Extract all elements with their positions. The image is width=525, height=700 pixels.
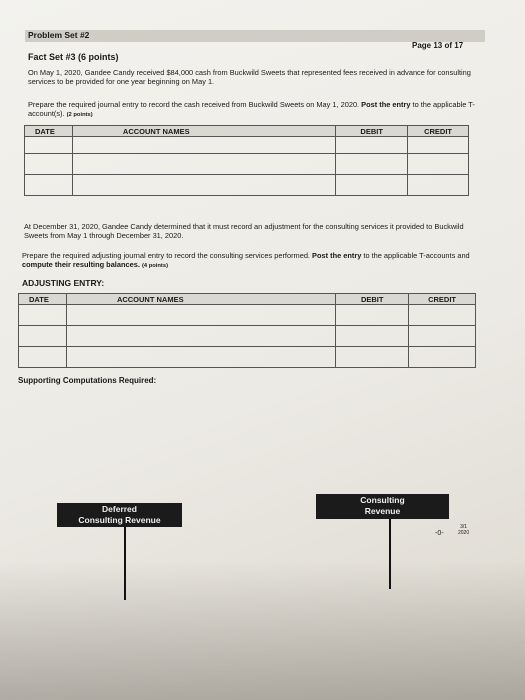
paragraph-intro: On May 1, 2020, Gandee Candy received $84,000 cash from Buckwild Sweets that represented fees received in advance for consulting services to be provided for one year beginning on May 1.: [28, 68, 471, 86]
table-row: [19, 326, 476, 347]
t-account-balance-date: [458, 524, 469, 536]
date-cell[interactable]: [25, 137, 73, 154]
t-account-title-line1: Consulting: [360, 495, 405, 505]
t-account-title-line1: Deferred: [102, 504, 137, 514]
credit-cell[interactable]: [408, 154, 469, 175]
table-row: [19, 347, 476, 368]
date-cell[interactable]: [19, 347, 67, 368]
credit-cell[interactable]: [409, 326, 476, 347]
table-row: [19, 305, 476, 326]
instruction-text: Prepare the required adjusting journal entry to record the consulting services performed.: [22, 251, 310, 260]
t-account-title-line2: Revenue: [364, 506, 401, 516]
paragraph-instructions-2: [22, 251, 472, 271]
paragraph-instructions-1: [28, 100, 478, 120]
supporting-computations-label: Supporting Computations Required:: [18, 376, 157, 385]
t-account-title-line2: Consulting Revenue: [78, 515, 161, 525]
account-cell[interactable]: [66, 305, 335, 326]
table-row: [25, 137, 469, 154]
points-label: (2 points): [66, 112, 93, 118]
instruction-mid: to the applicable T-accounts and: [363, 251, 470, 260]
col-account-names: ACCOUNT NAMES: [72, 126, 335, 137]
adjusting-entry-title: ADJUSTING ENTRY:: [22, 278, 105, 288]
t-account-deferred-consulting-revenue: [57, 503, 182, 527]
date-cell[interactable]: [19, 326, 67, 347]
instruction-bold: Post the entry: [361, 100, 411, 109]
col-debit: DEBIT: [336, 294, 409, 305]
debit-cell[interactable]: [336, 305, 409, 326]
col-debit: DEBIT: [336, 126, 408, 137]
date-cell[interactable]: [25, 154, 73, 175]
t-account-consulting-revenue: [316, 494, 449, 519]
col-credit: CREDIT: [408, 126, 469, 137]
problem-set-title: Problem Set #2: [28, 30, 90, 40]
date-cell[interactable]: [25, 175, 73, 196]
t-account-balance: -0-: [435, 530, 444, 537]
instruction-bold: compute their resulting balances.: [22, 260, 140, 269]
instruction-tail: to the applicable T-account(s).: [28, 100, 475, 118]
photo-shadow: [0, 560, 525, 700]
points-label: (4 points): [141, 263, 169, 269]
debit-cell[interactable]: [336, 137, 408, 154]
paragraph-adjustment: At December 31, 2020, Gandee Candy determined that it must record an adjustment for the consulting services it provided to Buckwild Sweets from May 1 through December 31, 2020.: [24, 222, 464, 240]
instruction-bold: Post the entry: [312, 251, 362, 260]
debit-cell[interactable]: [336, 175, 408, 196]
account-cell[interactable]: [72, 137, 335, 154]
t-account-stem: [389, 519, 391, 589]
journal-table-2: [18, 293, 476, 368]
fact-set-title: Fact Set #3 (6 points): [28, 52, 119, 62]
credit-cell[interactable]: [409, 347, 476, 368]
credit-cell[interactable]: [408, 175, 469, 196]
col-date: DATE: [25, 126, 73, 137]
account-cell[interactable]: [72, 154, 335, 175]
instruction-text: Prepare the required journal entry to record the cash received from Buckwild Sweets on May 1, 2020.: [28, 100, 360, 109]
table-row: [25, 154, 469, 175]
table-row: [25, 175, 469, 196]
col-credit: CREDIT: [409, 294, 476, 305]
credit-cell[interactable]: [409, 305, 476, 326]
col-account-names: ACCOUNT NAMES: [66, 294, 335, 305]
col-date: DATE: [19, 294, 67, 305]
date-cell[interactable]: [19, 305, 67, 326]
account-cell[interactable]: [66, 347, 335, 368]
page-number: Page 13 of 17: [412, 41, 464, 50]
journal-table-1: [24, 125, 469, 196]
debit-cell[interactable]: [336, 326, 409, 347]
debit-cell[interactable]: [336, 154, 408, 175]
balance-date-line2: 2020: [458, 530, 470, 536]
account-cell[interactable]: [72, 175, 335, 196]
debit-cell[interactable]: [336, 347, 409, 368]
balance-date-line1: 3/1: [460, 524, 468, 530]
account-cell[interactable]: [66, 326, 335, 347]
t-account-stem: [124, 527, 126, 600]
credit-cell[interactable]: [408, 137, 469, 154]
